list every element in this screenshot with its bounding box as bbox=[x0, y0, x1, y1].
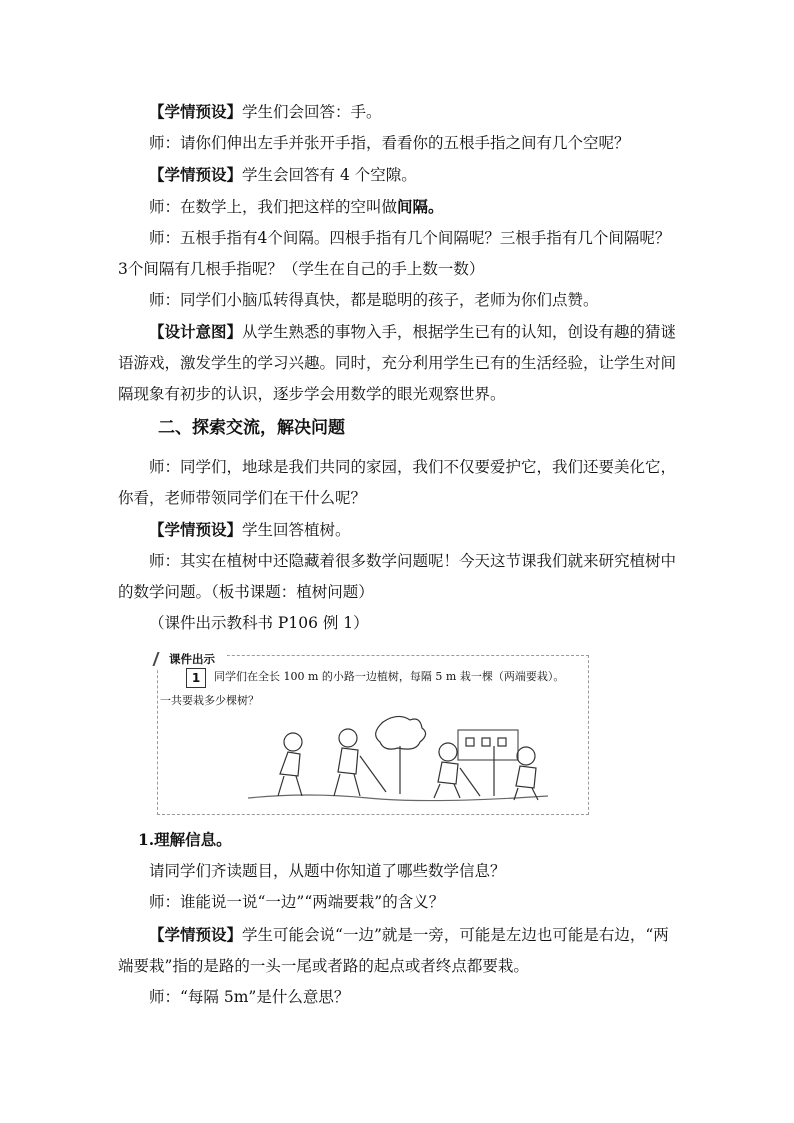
paragraph: 请同学们齐读题目，从题中你知道了哪些数学信息？ bbox=[149, 862, 506, 880]
paragraph: 师：同学们小脑瓜转得真快，都是聪明的孩子，老师为你们点赞。 bbox=[149, 291, 599, 309]
courseware-box bbox=[157, 652, 589, 815]
paragraph bbox=[118, 919, 678, 982]
paragraph bbox=[118, 96, 678, 128]
paragraph bbox=[118, 316, 678, 410]
paragraph-text: 从学生熟悉的事物入手，根据学生已有的认知，创设有趣的猜谜语游戏，激发学生的学习兴趣。同时，充分利用学生已有的生活经验，让学生对间隔现象有初步的认识，逐步学会用数学的眼光观察世界。 bbox=[118, 323, 677, 403]
tag-label: 【学情预设】 bbox=[149, 925, 243, 944]
paragraph: 师：请你们伸出左手并张开手指，看看你的五根手指之间有几个空呢？ bbox=[149, 134, 630, 152]
paragraph: 师：“每隔 5m”是什么意思？ bbox=[149, 988, 350, 1006]
paragraph bbox=[118, 191, 678, 223]
paragraph-text: 学生可能会说“一边”就是一旁，可能是左边也可能是右边，“两端要栽”指的是路的一头一尾或者路的起点或者终点都要栽。 bbox=[118, 926, 669, 975]
paragraph: 师：谁能说一说“一边”“两端要栽”的含义？ bbox=[149, 893, 445, 911]
section-heading: 二、探索交流，解决问题 bbox=[158, 418, 345, 438]
paragraph: 师：同学们，地球是我们共同的家园，我们不仅要爱护它，我们还要美化它，你看，老师带领同学们在干什么呢？ bbox=[118, 458, 677, 507]
tag-label: 【学情预设】 bbox=[149, 102, 243, 121]
paragraph-text: 学生会回答有 4 个空隙。 bbox=[242, 166, 417, 184]
problem-text-line1: 同学们在全长 100 m 的小路一边植树，每隔 5 m 栽一棵（两端要栽）。 bbox=[214, 670, 565, 683]
paragraph: 师：五根手指有4个间隔。四根手指有几个间隔呢？三根手指有几个间隔呢？3个间隔有几根手指呢？（学生在自己的手上数一数） bbox=[118, 229, 671, 278]
paragraph-text: 师：在数学上，我们把这样的空叫做 bbox=[149, 198, 398, 216]
paragraph bbox=[118, 514, 678, 546]
paragraph-text: 学生们会回答：手。 bbox=[242, 103, 382, 121]
bold-term: 间隔。 bbox=[397, 197, 444, 216]
paragraph: （课件出示教科书 P106 例 1） bbox=[149, 614, 369, 632]
tag-label: 【设计意图】 bbox=[149, 322, 243, 341]
problem-number: 1 bbox=[186, 668, 206, 688]
tag-label: 【学情预设】 bbox=[149, 520, 243, 539]
paragraph-text: 学生回答植树。 bbox=[242, 521, 351, 539]
courseware-tag: 课件出示 bbox=[155, 650, 227, 668]
tree-planting-illustration bbox=[248, 712, 548, 808]
paragraph: 师：其实在植树中还隐藏着很多数学问题呢！今天这节课我们就来研究植树中的数学问题。（板书课题：植树问题） bbox=[118, 552, 677, 601]
subsection-heading: 1.理解信息。 bbox=[138, 830, 232, 849]
tag-label: 【学情预设】 bbox=[149, 165, 243, 184]
paragraph bbox=[118, 159, 678, 191]
problem-text-line2: 一共要栽多少棵树？ bbox=[160, 694, 259, 707]
